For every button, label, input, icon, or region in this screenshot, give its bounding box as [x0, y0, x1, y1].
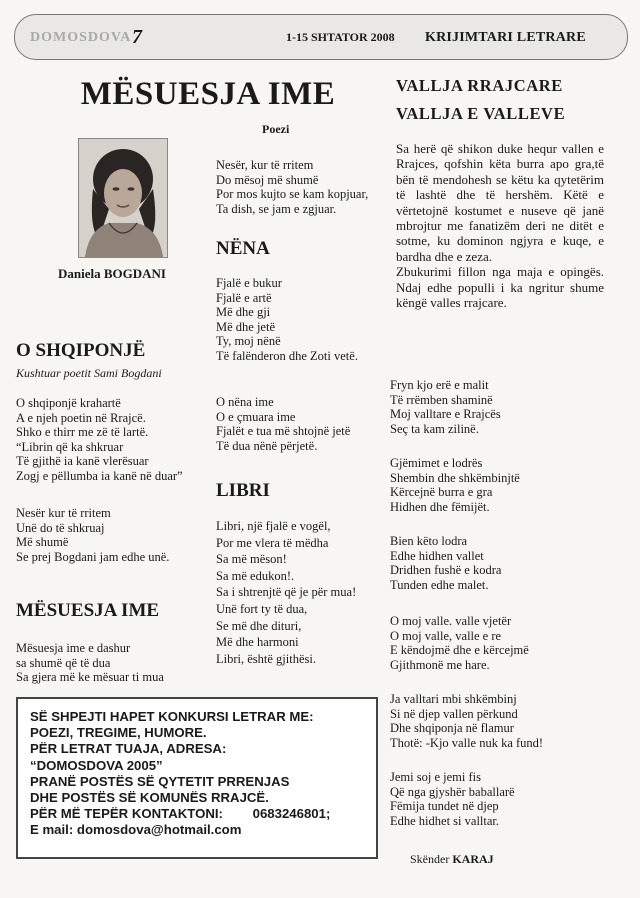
- poem-line: Seç ta kam zilinë.: [390, 421, 479, 436]
- contest-notice-box: [16, 697, 378, 859]
- poem-line: Se prej Bogdani jam edhe unë.: [16, 549, 170, 564]
- article-title: MËSUESJA IME: [80, 76, 336, 112]
- notice-line: “DOMOSDOVA 2005”: [30, 757, 163, 773]
- poem-line: Që nga gjyshër baballarë: [390, 784, 515, 799]
- poem-line: Shembin dhe shkëmbinjtë: [390, 470, 520, 485]
- poem-line: Të falënderon dhe Zoti vetë.: [216, 348, 358, 363]
- poem-title-mesuesja-ime: MËSUESJA IME: [16, 600, 160, 621]
- poem-line: Jemi soj e jemi fis: [390, 770, 481, 784]
- poem-line: Hidhen dhe fëmijët.: [390, 499, 490, 514]
- poem-line: Të dua nënë përjetë.: [216, 438, 318, 453]
- paragraph: Sa herë që shikon duke hequr vallen e Rrajces, qofshin këta burra apo gra,të bën të mendohesh se këtu ka qytetërim të lashtë dhe të hershëm. Këtë e vërtetojnë kostumet e nuseve që janë mbrojtur me fanatizëm deri ne ditët e sotme, ku dominon ngjyra e kuqe, e bardha dhe e zeza.: [396, 141, 604, 264]
- page-number: 7: [132, 26, 142, 48]
- valle-stanza-4: [390, 614, 529, 672]
- poem-line: Libri, është gjithësi.: [216, 651, 316, 666]
- notice-phone: 0683246801;: [252, 806, 331, 822]
- poem-o-shqiponje-stanza-2: [16, 506, 169, 564]
- poem-line: Por mos kujto se kam kopjuar,: [216, 187, 369, 202]
- section-title: KRIJIMTARI LETRARE: [425, 30, 586, 45]
- notice-line: PËR LETRAT TUAJA, ADRESA:: [30, 741, 227, 757]
- poem-line: Unë do të shkruaj: [16, 520, 105, 535]
- issue-date: 1-15 SHTATOR 2008: [286, 30, 395, 44]
- notice-line: POEZI, TREGIME, HUMORE.: [30, 725, 207, 741]
- poem-line: Të gjithë ia kanë vlerësuar: [16, 454, 149, 469]
- notice-email: E mail: domosdova@hotmail.com: [30, 822, 242, 838]
- poem-line: O nëna ime: [216, 395, 274, 409]
- article-signature: [410, 852, 494, 867]
- poem-line: Fryn kjo erë e malit: [390, 378, 489, 392]
- poem-o-shqiponje-stanza-1: [16, 396, 183, 484]
- notice-line: PRANË POSTËS SË QYTETIT PRRENJAS: [30, 773, 290, 789]
- poem-mesuesja-ime: [16, 641, 164, 685]
- poem-line: Si në djep vallen përkund: [390, 706, 518, 721]
- article-subtitle: Poezi: [262, 122, 290, 136]
- signature-first-name: Skënder: [410, 852, 450, 866]
- poem-line: Tunden edhe malet.: [390, 577, 489, 592]
- poem-line: O shqiponjë krahartë: [16, 396, 121, 410]
- poem-nena-stanza-2: [216, 395, 350, 453]
- poem-line: “Librin që ka shkruar: [16, 439, 124, 454]
- poem-line: Dhe shqiponja në flamur: [390, 721, 514, 736]
- poem-line: Fjalë e artë: [216, 290, 272, 305]
- poem-line: Edhe hidhet si valltar.: [390, 813, 500, 828]
- poem-line: Sa gjera më ke mësuar ti mua: [16, 670, 164, 685]
- poem-line: Sa më edukon!.: [216, 568, 295, 583]
- poem-line: Nesër kur të rritem: [16, 506, 111, 520]
- masthead-brand: DOMOSDOVA: [30, 30, 132, 45]
- right-article-body: [396, 141, 604, 310]
- valle-stanza-2: [390, 456, 520, 514]
- poem-line: Ta dish, se jam e zgjuar.: [216, 201, 337, 216]
- poem-line: Më dhe harmoni: [216, 635, 299, 650]
- portrait-image: [79, 139, 167, 257]
- poem-line: Fjalë e bukur: [216, 276, 282, 290]
- poem-libri: [216, 518, 356, 667]
- poem-line: Ty, moj nënë: [216, 334, 281, 349]
- poem-line: Shko e thirr me zë të lartë.: [16, 425, 149, 440]
- poem-line: Ja valltari mbi shkëmbinj: [390, 692, 517, 706]
- notice-line: SË SHPEJTI HAPET KONKURSI LETRAR ME:: [30, 709, 314, 724]
- poem-line: Gjithmonë me hare.: [390, 657, 490, 672]
- signature-last-name: KARAJ: [452, 852, 494, 866]
- author-name: Daniela BOGDANI: [58, 266, 166, 281]
- poem-line: Më dhe gji: [216, 305, 271, 320]
- poem-line: Gjëmimet e lodrës: [390, 456, 483, 470]
- poem-line: Fjalët e tua më shtojnë jetë: [216, 424, 351, 439]
- poem-line: Sa i shtrenjtë që je për mua!: [216, 585, 357, 600]
- poem-line: Zogj e pëllumba ia kanë në duar”: [16, 468, 183, 483]
- poem-line: Unë fort ty të dua,: [216, 601, 308, 616]
- poem-line: O moj valle. valle vjetër: [390, 614, 512, 628]
- valle-stanza-6: [390, 770, 515, 828]
- poem-line: Do mësoj më shumë: [216, 172, 319, 187]
- right-title-line-1: VALLJA RRAJCARE: [396, 76, 563, 95]
- poem-title-libri: LIBRI: [216, 480, 270, 501]
- paragraph: Zbukurimi fillon nga maja e opingës. Ndaj edhe populli i ka ngritur shume këngë valles rrajcare.: [396, 264, 604, 311]
- poem-line: O e çmuara ime: [216, 409, 296, 424]
- poem-title-o-shqiponje: O SHQIPONJË: [16, 340, 146, 361]
- poem-line: Mësuesja ime e dashur: [16, 641, 131, 655]
- notice-line: DHE POSTËS SË KOMUNËS RRAJCË.: [30, 790, 269, 806]
- poem-line: Bien këto lodra: [390, 534, 468, 548]
- poem-dedication: Kushtuar poetit Sami Bogdani: [16, 366, 162, 380]
- poem-line: Moj valltare e Rrajcës: [390, 407, 501, 422]
- poem-title-nena: NËNA: [216, 238, 270, 259]
- poem-line: Fëmija tundet në djep: [390, 799, 499, 814]
- poem-line: sa shumë që të dua: [16, 655, 111, 670]
- notice-contact-line: [30, 806, 366, 822]
- poem-mesuesja-ime-continued: [216, 158, 368, 216]
- poem-line: Edhe hidhen vallet: [390, 548, 484, 563]
- poem-line: E këndojmë dhe e kërcejmë: [390, 643, 529, 658]
- valle-stanza-5: [390, 692, 543, 750]
- poem-line: Të rrëmben shaminë: [390, 392, 493, 407]
- notice-contact-label: PËR MË TEPËR KONTAKTONI:: [30, 806, 223, 822]
- poem-line: Nesër, kur të rritem: [216, 158, 314, 172]
- poem-line: Më dhe jetë: [216, 319, 276, 334]
- valle-stanza-3: [390, 534, 501, 592]
- author-photo: [78, 138, 168, 258]
- poem-line: A e njeh poetin në Rrajcë.: [16, 410, 146, 425]
- poem-line: Se më dhe dituri,: [216, 618, 302, 633]
- poem-line: Kërcejnë burra e gra: [390, 485, 493, 500]
- valle-stanza-1: [390, 378, 501, 436]
- poem-line: Dridhen fushë e kodra: [390, 563, 502, 578]
- poem-line: Libri, një fjalë e vogël,: [216, 519, 331, 533]
- poem-line: Por me vlera të mëdha: [216, 535, 329, 550]
- poem-line: Thotë: -Kjo valle nuk ka fund!: [390, 735, 544, 750]
- right-title-line-2: VALLJA E VALLEVE: [396, 104, 566, 123]
- poem-line: O moj valle, valle e re: [390, 628, 502, 643]
- poem-line: Sa më mëson!: [216, 552, 287, 567]
- poem-nena-stanza-1: [216, 276, 358, 364]
- poem-line: Më shumë: [16, 535, 69, 550]
